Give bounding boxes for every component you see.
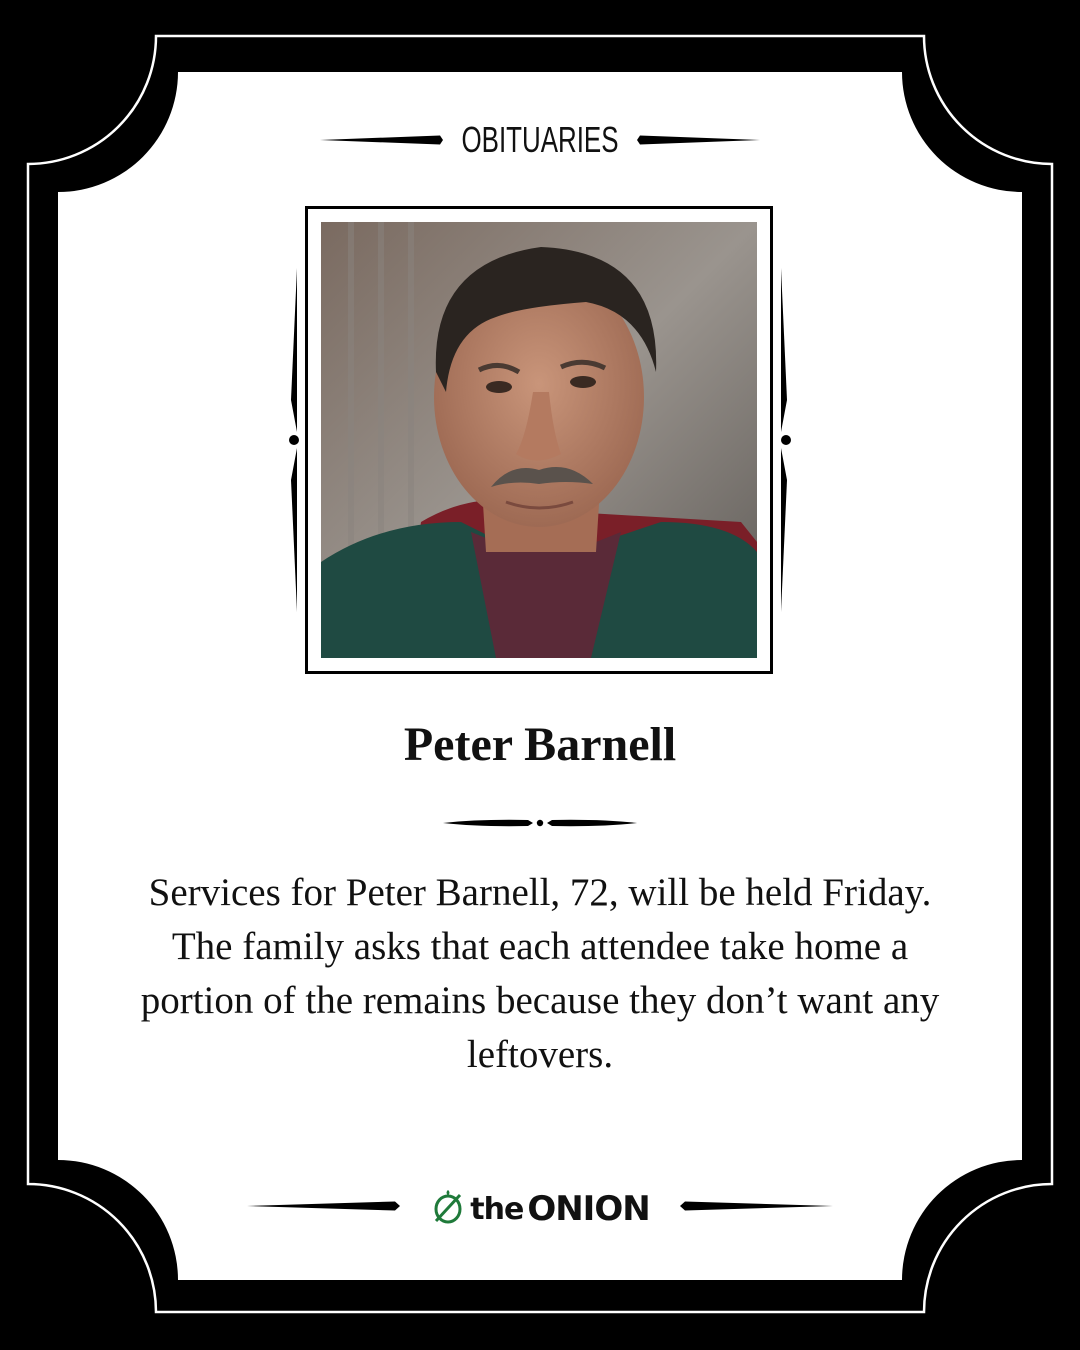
brand-name: ONION: [527, 1189, 650, 1229]
onion-logo-icon: [430, 1189, 466, 1230]
section-title: OBITUARIES: [461, 119, 619, 160]
obituary-body: Services for Peter Barnell, 72, will be held Friday. The family asks that each attendee take home a portion of the remains because they don’t want any leftovers.: [140, 871, 940, 1076]
brand-footer: [0, 1184, 1080, 1234]
section-header: [0, 112, 1080, 168]
portrait-photo: [321, 222, 757, 658]
obituary-name: Peter Barnell: [403, 718, 677, 771]
onion-logo[interactable]: [430, 1189, 649, 1230]
name-divider: [443, 820, 637, 826]
portrait-frame: [305, 206, 773, 674]
brand-prefix: the: [470, 1191, 524, 1227]
